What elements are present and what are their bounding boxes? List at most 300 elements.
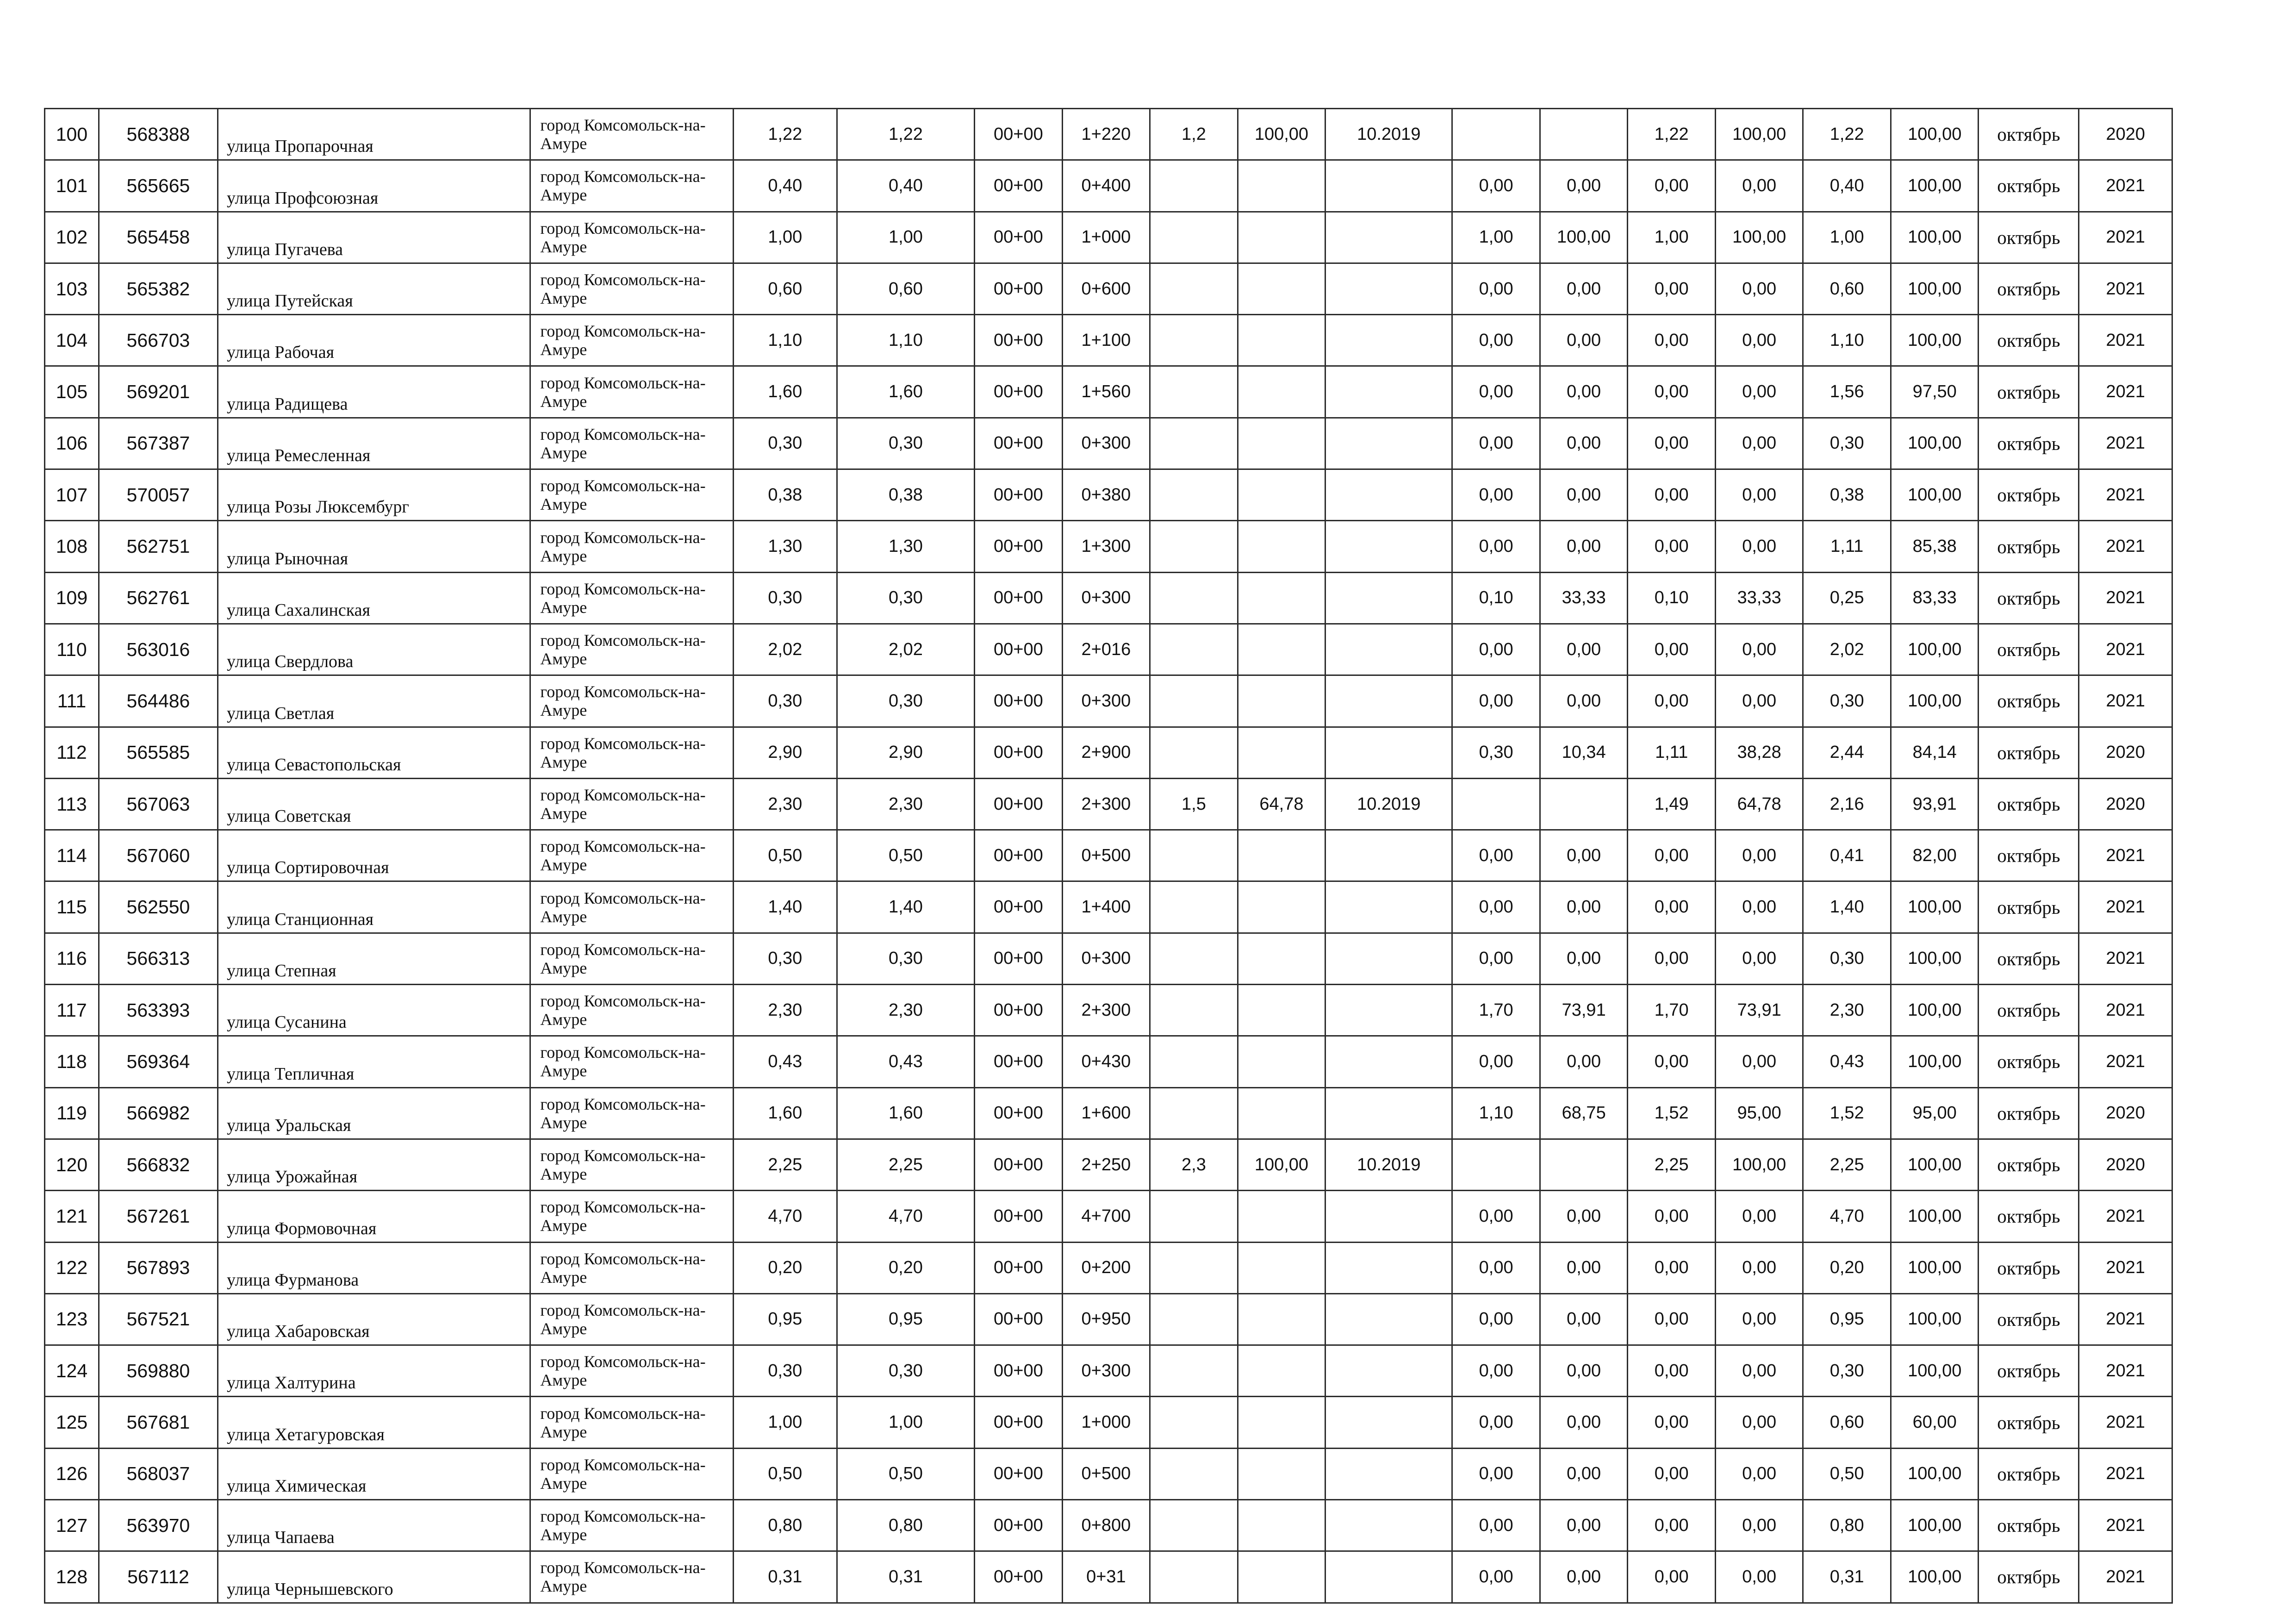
start-km-cell: 00+00: [975, 830, 1063, 881]
repaired-length-cell: [1150, 263, 1238, 314]
repaired-percent-cell: [1238, 1500, 1325, 1551]
row-number-cell: 124: [45, 1345, 99, 1397]
length-b-cell: 0,00: [1628, 521, 1716, 572]
percent-b-cell: 0,00: [1715, 830, 1803, 881]
table-row: [45, 1087, 2172, 1139]
repaired-percent-cell: [1238, 675, 1325, 727]
length-total-cell: 0,30: [733, 572, 837, 624]
length-a-cell: 0,30: [1452, 727, 1540, 778]
start-km-cell: 00+00: [975, 469, 1063, 521]
row-number-cell: 102: [45, 212, 99, 263]
percent-b-cell: 100,00: [1715, 1139, 1803, 1190]
year-cell: 2021: [2079, 830, 2172, 881]
month-cell: октябрь: [1979, 109, 2079, 160]
length-a-cell: 0,00: [1452, 1242, 1540, 1293]
end-km-cell: 0+500: [1062, 1448, 1150, 1499]
length-c-cell: 0,80: [1803, 1500, 1891, 1551]
street-name-cell: улица Рабочая: [218, 315, 530, 366]
repair-date-cell: [1325, 418, 1452, 469]
length-b-cell: 0,00: [1628, 1397, 1716, 1448]
road-id-cell: 567893: [99, 1242, 218, 1293]
table-row: [45, 418, 2172, 469]
repair-date-cell: [1325, 160, 1452, 212]
percent-b-cell: 0,00: [1715, 1345, 1803, 1397]
city-name-cell: город Комсомольск-на-Амуре: [530, 1087, 734, 1139]
row-number-cell: 107: [45, 469, 99, 521]
year-cell: 2021: [2079, 212, 2172, 263]
table-row: [45, 624, 2172, 675]
repaired-length-cell: [1150, 985, 1238, 1036]
city-name-cell: город Комсомольск-на-Амуре: [530, 1448, 734, 1499]
percent-b-cell: 0,00: [1715, 881, 1803, 933]
repair-date-cell: 10.2019: [1325, 778, 1452, 830]
city-name-cell: город Комсомольск-на-Амуре: [530, 727, 734, 778]
table-row: [45, 1191, 2172, 1242]
table-row: [45, 572, 2172, 624]
start-km-cell: 00+00: [975, 160, 1063, 212]
length-b-cell: 0,00: [1628, 263, 1716, 314]
percent-c-cell: 100,00: [1891, 418, 1979, 469]
street-name-cell: улица Свердлова: [218, 624, 530, 675]
end-km-cell: 0+500: [1062, 830, 1150, 881]
road-id-cell: 566703: [99, 315, 218, 366]
length-c-cell: 2,30: [1803, 985, 1891, 1036]
length-total-cell: 0,50: [733, 830, 837, 881]
table-row: [45, 469, 2172, 521]
length-a-cell: 0,10: [1452, 572, 1540, 624]
length-b-cell: 0,00: [1628, 1500, 1716, 1551]
repaired-length-cell: [1150, 830, 1238, 881]
start-km-cell: 00+00: [975, 263, 1063, 314]
city-name-cell: город Комсомольск-на-Амуре: [530, 418, 734, 469]
year-cell: 2021: [2079, 1448, 2172, 1499]
road-id-cell: 565665: [99, 160, 218, 212]
length-value-cell: 0,60: [837, 263, 974, 314]
row-number-cell: 116: [45, 933, 99, 984]
length-total-cell: 0,38: [733, 469, 837, 521]
road-id-cell: 567681: [99, 1397, 218, 1448]
start-km-cell: 00+00: [975, 366, 1063, 418]
street-name-cell: улица Фурманова: [218, 1242, 530, 1293]
repaired-length-cell: [1150, 469, 1238, 521]
month-cell: октябрь: [1979, 366, 2079, 418]
street-name-cell: улица Сортировочная: [218, 830, 530, 881]
year-cell: 2021: [2079, 366, 2172, 418]
repaired-length-cell: [1150, 1293, 1238, 1345]
length-value-cell: 1,60: [837, 1087, 974, 1139]
end-km-cell: 1+300: [1062, 521, 1150, 572]
length-c-cell: 1,10: [1803, 315, 1891, 366]
length-c-cell: 2,02: [1803, 624, 1891, 675]
street-name-cell: улица Тепличная: [218, 1036, 530, 1087]
length-b-cell: 0,00: [1628, 881, 1716, 933]
length-c-cell: 0,31: [1803, 1551, 1891, 1603]
table-row: [45, 263, 2172, 314]
end-km-cell: 0+600: [1062, 263, 1150, 314]
length-a-cell: 0,00: [1452, 624, 1540, 675]
street-name-cell: улица Путейская: [218, 263, 530, 314]
month-cell: октябрь: [1979, 1087, 2079, 1139]
repair-date-cell: [1325, 263, 1452, 314]
length-value-cell: 1,60: [837, 366, 974, 418]
length-a-cell: 0,00: [1452, 1191, 1540, 1242]
length-b-cell: 0,00: [1628, 1551, 1716, 1603]
street-name-cell: улица Формовочная: [218, 1191, 530, 1242]
year-cell: 2021: [2079, 315, 2172, 366]
repaired-percent-cell: [1238, 1242, 1325, 1293]
year-cell: 2021: [2079, 263, 2172, 314]
row-number-cell: 123: [45, 1293, 99, 1345]
end-km-cell: 0+200: [1062, 1242, 1150, 1293]
length-c-cell: 0,50: [1803, 1448, 1891, 1499]
year-cell: 2021: [2079, 1036, 2172, 1087]
year-cell: 2021: [2079, 572, 2172, 624]
percent-a-cell: [1540, 778, 1628, 830]
length-a-cell: 0,00: [1452, 675, 1540, 727]
length-c-cell: 1,52: [1803, 1087, 1891, 1139]
street-name-cell: улица Севастопольская: [218, 727, 530, 778]
row-number-cell: 117: [45, 985, 99, 1036]
length-a-cell: 0,00: [1452, 315, 1540, 366]
city-name-cell: город Комсомольск-на-Амуре: [530, 109, 734, 160]
end-km-cell: 0+400: [1062, 160, 1150, 212]
start-km-cell: 00+00: [975, 727, 1063, 778]
repair-date-cell: [1325, 1242, 1452, 1293]
repair-date-cell: [1325, 1345, 1452, 1397]
month-cell: октябрь: [1979, 160, 2079, 212]
percent-b-cell: 0,00: [1715, 1397, 1803, 1448]
year-cell: 2021: [2079, 1191, 2172, 1242]
repaired-length-cell: [1150, 366, 1238, 418]
street-name-cell: улица Степная: [218, 933, 530, 984]
end-km-cell: 0+31: [1062, 1551, 1150, 1603]
repaired-percent-cell: [1238, 1087, 1325, 1139]
end-km-cell: 1+560: [1062, 366, 1150, 418]
percent-c-cell: 100,00: [1891, 469, 1979, 521]
table-row: [45, 881, 2172, 933]
start-km-cell: 00+00: [975, 1087, 1063, 1139]
percent-b-cell: 0,00: [1715, 263, 1803, 314]
length-value-cell: 1,00: [837, 1397, 974, 1448]
end-km-cell: 0+300: [1062, 572, 1150, 624]
length-a-cell: 0,00: [1452, 521, 1540, 572]
length-b-cell: 0,00: [1628, 366, 1716, 418]
row-number-cell: 104: [45, 315, 99, 366]
repaired-percent-cell: [1238, 1448, 1325, 1499]
repaired-length-cell: [1150, 160, 1238, 212]
city-name-cell: город Комсомольск-на-Амуре: [530, 778, 734, 830]
street-name-cell: улица Станционная: [218, 881, 530, 933]
length-b-cell: 1,49: [1628, 778, 1716, 830]
length-b-cell: 1,00: [1628, 212, 1716, 263]
start-km-cell: 00+00: [975, 1242, 1063, 1293]
city-name-cell: город Комсомольск-на-Амуре: [530, 1397, 734, 1448]
repaired-percent-cell: [1238, 160, 1325, 212]
month-cell: октябрь: [1979, 521, 2079, 572]
percent-c-cell: 100,00: [1891, 315, 1979, 366]
percent-a-cell: 0,00: [1540, 1448, 1628, 1499]
repaired-percent-cell: [1238, 727, 1325, 778]
repair-date-cell: [1325, 1293, 1452, 1345]
repaired-percent-cell: [1238, 830, 1325, 881]
year-cell: 2021: [2079, 1551, 2172, 1603]
length-value-cell: 0,43: [837, 1036, 974, 1087]
length-c-cell: 0,43: [1803, 1036, 1891, 1087]
road-id-cell: 568037: [99, 1448, 218, 1499]
row-number-cell: 113: [45, 778, 99, 830]
repaired-percent-cell: [1238, 572, 1325, 624]
road-id-cell: 566982: [99, 1087, 218, 1139]
length-value-cell: 1,40: [837, 881, 974, 933]
length-total-cell: 0,40: [733, 160, 837, 212]
row-number-cell: 106: [45, 418, 99, 469]
length-b-cell: 0,00: [1628, 624, 1716, 675]
road-id-cell: 569364: [99, 1036, 218, 1087]
year-cell: 2021: [2079, 418, 2172, 469]
repaired-length-cell: [1150, 624, 1238, 675]
start-km-cell: 00+00: [975, 1036, 1063, 1087]
percent-a-cell: 0,00: [1540, 469, 1628, 521]
repaired-length-cell: [1150, 1448, 1238, 1499]
street-name-cell: улица Сусанина: [218, 985, 530, 1036]
length-a-cell: 0,00: [1452, 881, 1540, 933]
length-b-cell: 0,00: [1628, 830, 1716, 881]
repair-date-cell: [1325, 933, 1452, 984]
repaired-percent-cell: [1238, 418, 1325, 469]
length-a-cell: 1,00: [1452, 212, 1540, 263]
percent-c-cell: 100,00: [1891, 109, 1979, 160]
repaired-percent-cell: [1238, 881, 1325, 933]
year-cell: 2020: [2079, 778, 2172, 830]
length-a-cell: 1,10: [1452, 1087, 1540, 1139]
road-id-cell: 569880: [99, 1345, 218, 1397]
length-b-cell: 0,00: [1628, 675, 1716, 727]
percent-c-cell: 60,00: [1891, 1397, 1979, 1448]
table-row: [45, 985, 2172, 1036]
table-row: [45, 830, 2172, 881]
percent-c-cell: 100,00: [1891, 624, 1979, 675]
percent-c-cell: 95,00: [1891, 1087, 1979, 1139]
percent-a-cell: 33,33: [1540, 572, 1628, 624]
month-cell: октябрь: [1979, 881, 2079, 933]
repair-date-cell: [1325, 212, 1452, 263]
repaired-length-cell: [1150, 1397, 1238, 1448]
start-km-cell: 00+00: [975, 1139, 1063, 1190]
month-cell: октябрь: [1979, 1500, 2079, 1551]
end-km-cell: 0+300: [1062, 933, 1150, 984]
percent-a-cell: 0,00: [1540, 1191, 1628, 1242]
start-km-cell: 00+00: [975, 1448, 1063, 1499]
length-value-cell: 2,30: [837, 985, 974, 1036]
city-name-cell: город Комсомольск-на-Амуре: [530, 933, 734, 984]
end-km-cell: 1+100: [1062, 315, 1150, 366]
length-c-cell: 0,25: [1803, 572, 1891, 624]
length-c-cell: 1,22: [1803, 109, 1891, 160]
percent-b-cell: 0,00: [1715, 1191, 1803, 1242]
percent-b-cell: 0,00: [1715, 675, 1803, 727]
length-total-cell: 0,20: [733, 1242, 837, 1293]
city-name-cell: город Комсомольск-на-Амуре: [530, 830, 734, 881]
repaired-percent-cell: [1238, 521, 1325, 572]
year-cell: 2021: [2079, 160, 2172, 212]
percent-b-cell: 0,00: [1715, 418, 1803, 469]
percent-c-cell: 100,00: [1891, 1191, 1979, 1242]
street-name-cell: улица Халтурина: [218, 1345, 530, 1397]
repaired-length-cell: [1150, 1242, 1238, 1293]
repair-date-cell: [1325, 675, 1452, 727]
length-c-cell: 1,00: [1803, 212, 1891, 263]
length-c-cell: 1,56: [1803, 366, 1891, 418]
length-a-cell: 0,00: [1452, 830, 1540, 881]
repair-date-cell: [1325, 315, 1452, 366]
table-row: [45, 109, 2172, 160]
table-row: [45, 160, 2172, 212]
length-total-cell: 2,02: [733, 624, 837, 675]
repaired-length-cell: [1150, 881, 1238, 933]
road-id-cell: 567063: [99, 778, 218, 830]
length-total-cell: 2,25: [733, 1139, 837, 1190]
length-total-cell: 2,90: [733, 727, 837, 778]
percent-b-cell: 100,00: [1715, 109, 1803, 160]
start-km-cell: 00+00: [975, 1397, 1063, 1448]
row-number-cell: 105: [45, 366, 99, 418]
percent-b-cell: 0,00: [1715, 933, 1803, 984]
end-km-cell: 1+600: [1062, 1087, 1150, 1139]
length-value-cell: 0,30: [837, 933, 974, 984]
repaired-length-cell: 1,5: [1150, 778, 1238, 830]
end-km-cell: 0+430: [1062, 1036, 1150, 1087]
start-km-cell: 00+00: [975, 212, 1063, 263]
street-name-cell: улица Пугачева: [218, 212, 530, 263]
length-a-cell: 0,00: [1452, 933, 1540, 984]
street-name-cell: улица Чернышевского: [218, 1551, 530, 1603]
end-km-cell: 1+400: [1062, 881, 1150, 933]
length-a-cell: 0,00: [1452, 1500, 1540, 1551]
start-km-cell: 00+00: [975, 572, 1063, 624]
repaired-length-cell: [1150, 315, 1238, 366]
repair-date-cell: [1325, 624, 1452, 675]
city-name-cell: город Комсомольск-на-Амуре: [530, 521, 734, 572]
month-cell: октябрь: [1979, 418, 2079, 469]
month-cell: октябрь: [1979, 572, 2079, 624]
month-cell: октябрь: [1979, 830, 2079, 881]
percent-a-cell: 0,00: [1540, 1551, 1628, 1603]
length-c-cell: 0,30: [1803, 675, 1891, 727]
year-cell: 2020: [2079, 1139, 2172, 1190]
row-number-cell: 118: [45, 1036, 99, 1087]
repaired-percent-cell: 64,78: [1238, 778, 1325, 830]
percent-b-cell: 0,00: [1715, 366, 1803, 418]
percent-b-cell: 64,78: [1715, 778, 1803, 830]
repair-date-cell: [1325, 881, 1452, 933]
length-b-cell: 0,00: [1628, 1242, 1716, 1293]
length-value-cell: 0,80: [837, 1500, 974, 1551]
street-name-cell: улица Радищева: [218, 366, 530, 418]
length-total-cell: 2,30: [733, 778, 837, 830]
row-number-cell: 108: [45, 521, 99, 572]
length-a-cell: 0,00: [1452, 1448, 1540, 1499]
length-total-cell: 1,60: [733, 366, 837, 418]
percent-a-cell: 68,75: [1540, 1087, 1628, 1139]
end-km-cell: 0+800: [1062, 1500, 1150, 1551]
repaired-length-cell: [1150, 521, 1238, 572]
city-name-cell: город Комсомольск-на-Амуре: [530, 1293, 734, 1345]
street-name-cell: улица Химическая: [218, 1448, 530, 1499]
repair-date-cell: [1325, 830, 1452, 881]
length-b-cell: 1,52: [1628, 1087, 1716, 1139]
table-row: [45, 1448, 2172, 1499]
repaired-percent-cell: [1238, 1345, 1325, 1397]
street-name-cell: улица Рыночная: [218, 521, 530, 572]
city-name-cell: город Комсомольск-на-Амуре: [530, 1551, 734, 1603]
length-b-cell: 0,00: [1628, 1293, 1716, 1345]
year-cell: 2021: [2079, 1397, 2172, 1448]
road-id-cell: 565382: [99, 263, 218, 314]
repair-date-cell: [1325, 469, 1452, 521]
percent-c-cell: 100,00: [1891, 1500, 1979, 1551]
length-total-cell: 2,30: [733, 985, 837, 1036]
year-cell: 2021: [2079, 1293, 2172, 1345]
road-id-cell: 567060: [99, 830, 218, 881]
length-a-cell: 0,00: [1452, 1397, 1540, 1448]
length-value-cell: 0,31: [837, 1551, 974, 1603]
city-name-cell: город Комсомольск-на-Амуре: [530, 1500, 734, 1551]
start-km-cell: 00+00: [975, 675, 1063, 727]
year-cell: 2021: [2079, 469, 2172, 521]
percent-a-cell: 0,00: [1540, 1397, 1628, 1448]
city-name-cell: город Комсомольск-на-Амуре: [530, 315, 734, 366]
repaired-percent-cell: [1238, 933, 1325, 984]
road-id-cell: 567261: [99, 1191, 218, 1242]
start-km-cell: 00+00: [975, 418, 1063, 469]
percent-a-cell: 0,00: [1540, 675, 1628, 727]
percent-b-cell: 95,00: [1715, 1087, 1803, 1139]
repair-date-cell: [1325, 1087, 1452, 1139]
repaired-percent-cell: [1238, 315, 1325, 366]
start-km-cell: 00+00: [975, 624, 1063, 675]
row-number-cell: 119: [45, 1087, 99, 1139]
table-row: [45, 1551, 2172, 1603]
percent-a-cell: 0,00: [1540, 1036, 1628, 1087]
city-name-cell: город Комсомольск-на-Амуре: [530, 1345, 734, 1397]
percent-c-cell: 100,00: [1891, 1139, 1979, 1190]
percent-b-cell: 0,00: [1715, 315, 1803, 366]
length-c-cell: 1,40: [1803, 881, 1891, 933]
city-name-cell: город Комсомольск-на-Амуре: [530, 624, 734, 675]
end-km-cell: 2+900: [1062, 727, 1150, 778]
road-id-cell: 563393: [99, 985, 218, 1036]
length-c-cell: 1,11: [1803, 521, 1891, 572]
repaired-percent-cell: [1238, 1036, 1325, 1087]
month-cell: октябрь: [1979, 1397, 2079, 1448]
repaired-length-cell: [1150, 675, 1238, 727]
month-cell: октябрь: [1979, 1293, 2079, 1345]
length-c-cell: 2,25: [1803, 1139, 1891, 1190]
percent-b-cell: 0,00: [1715, 521, 1803, 572]
table-row: [45, 1500, 2172, 1551]
percent-c-cell: 97,50: [1891, 366, 1979, 418]
city-name-cell: город Комсомольск-на-Амуре: [530, 366, 734, 418]
table-row: [45, 675, 2172, 727]
length-total-cell: 1,60: [733, 1087, 837, 1139]
repaired-percent-cell: [1238, 469, 1325, 521]
year-cell: 2021: [2079, 521, 2172, 572]
length-total-cell: 0,95: [733, 1293, 837, 1345]
road-id-cell: 568388: [99, 109, 218, 160]
street-name-cell: улица Хетагуровская: [218, 1397, 530, 1448]
end-km-cell: 2+300: [1062, 778, 1150, 830]
city-name-cell: город Комсомольск-на-Амуре: [530, 985, 734, 1036]
